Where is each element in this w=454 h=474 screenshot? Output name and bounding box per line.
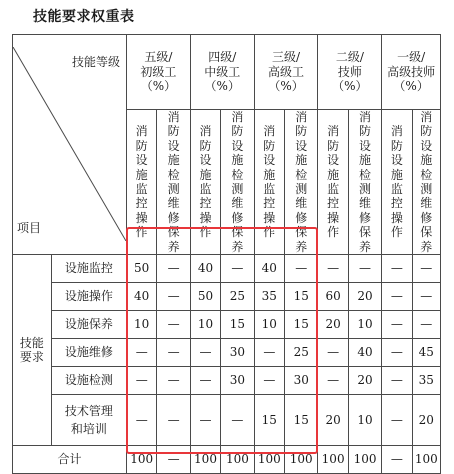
table-cell: 15	[254, 394, 284, 445]
table-cell: 40	[190, 254, 220, 282]
total-cell: 100	[127, 445, 157, 473]
table-cell: 35	[412, 366, 440, 394]
subheader-monitoring-operation: 消防设施监控操作	[254, 110, 284, 255]
subheader-monitoring-operation: 消防设施监控操作	[190, 110, 220, 255]
corner-label-level: 技能等级	[72, 55, 121, 70]
table-cell: —	[221, 394, 254, 445]
table-cell: —	[190, 366, 220, 394]
level-header-1: 一级/ 高级技师 （%）	[382, 35, 441, 110]
table-cell: 45	[412, 338, 440, 366]
total-cell: —	[382, 445, 412, 473]
table-cell: 35	[254, 282, 284, 310]
table-cell: —	[254, 338, 284, 366]
table-cell: —	[157, 310, 190, 338]
table-cell: 30	[284, 366, 317, 394]
table-cell: —	[382, 366, 412, 394]
table-cell: —	[127, 394, 157, 445]
table-cell: 10	[254, 310, 284, 338]
table-cell: 25	[221, 282, 254, 310]
table-cell: —	[284, 254, 317, 282]
table-cell: 20	[348, 366, 381, 394]
table-cell: 50	[190, 282, 220, 310]
row-item-label: 设施维修	[51, 338, 126, 366]
subheader-inspection-maintenance: 消防设施检测维修保养	[284, 110, 317, 255]
table-cell: —	[157, 394, 190, 445]
table-cell: 10	[127, 310, 157, 338]
table-cell: —	[157, 366, 190, 394]
table-cell: 20	[318, 310, 348, 338]
subheader-inspection-maintenance: 消防设施检测维修保养	[412, 110, 440, 255]
total-label: 合计	[13, 445, 127, 473]
table-cell: —	[382, 394, 412, 445]
table-cell: 20	[348, 282, 381, 310]
table-cell: —	[157, 282, 190, 310]
table-cell: 20	[318, 394, 348, 445]
total-cell: 100	[318, 445, 348, 473]
table-cell: —	[348, 254, 381, 282]
table-cell: 15	[221, 310, 254, 338]
subheader-monitoring-operation: 消防设施监控操作	[382, 110, 412, 255]
table-cell: 15	[284, 310, 317, 338]
group-label-skill-requirements: 技能要求	[13, 254, 52, 445]
table-cell: 15	[284, 282, 317, 310]
level-header-5: 五级/ 初级工 （%）	[127, 35, 191, 110]
level-header-3: 三级/ 高级工 （%）	[254, 35, 318, 110]
table-cell: —	[412, 310, 440, 338]
subheader-inspection-maintenance: 消防设施检测维修保养	[348, 110, 381, 255]
table-cell: 60	[318, 282, 348, 310]
total-cell: 100	[348, 445, 381, 473]
subheader-inspection-maintenance: 消防设施检测维修保养	[157, 110, 190, 255]
table-cell: —	[127, 366, 157, 394]
highlight-box	[126, 227, 318, 454]
table-cell: —	[382, 282, 412, 310]
total-cell: 100	[284, 445, 317, 473]
table-cell: 40	[127, 282, 157, 310]
table-cell: 30	[221, 366, 254, 394]
table-cell: —	[318, 338, 348, 366]
subheader-inspection-maintenance: 消防设施检测维修保养	[221, 110, 254, 255]
table-cell: —	[190, 338, 220, 366]
subheader-monitoring-operation: 消防设施监控操作	[318, 110, 348, 255]
corner-label-item: 项目	[17, 221, 42, 236]
table-cell: 40	[254, 254, 284, 282]
table-cell: 20	[412, 394, 440, 445]
row-item-label: 设施操作	[51, 282, 126, 310]
total-cell: 100	[221, 445, 254, 473]
level-header-4: 四级/ 中级工 （%）	[190, 35, 254, 110]
diagonal-line	[13, 47, 126, 241]
table-cell: 15	[284, 394, 317, 445]
row-item-label: 设施监控	[51, 254, 126, 282]
table-cell: —	[382, 310, 412, 338]
header-corner-cell	[13, 35, 127, 255]
table-cell: —	[157, 254, 190, 282]
total-cell: 100	[190, 445, 220, 473]
table-cell: —	[221, 254, 254, 282]
table-cell: —	[382, 338, 412, 366]
total-cell: 100	[412, 445, 440, 473]
row-item-label: 技术管理 和培训	[51, 394, 126, 445]
table-cell: —	[127, 338, 157, 366]
table-cell: —	[157, 338, 190, 366]
total-cell: —	[157, 445, 190, 473]
table-cell: —	[318, 366, 348, 394]
table-cell: —	[254, 366, 284, 394]
table-cell: 10	[348, 394, 381, 445]
subheader-monitoring-operation: 消防设施监控操作	[127, 110, 157, 255]
table-cell: —	[382, 254, 412, 282]
row-item-label: 设施保养	[51, 310, 126, 338]
table-cell: —	[412, 282, 440, 310]
table-cell: 10	[348, 310, 381, 338]
table-cell: 30	[221, 338, 254, 366]
table-cell: 10	[190, 310, 220, 338]
total-cell: 100	[254, 445, 284, 473]
table-cell: —	[412, 254, 440, 282]
table-cell: —	[190, 394, 220, 445]
page-title: 技能要求权重表	[33, 9, 135, 25]
table-cell: 50	[127, 254, 157, 282]
table-cell: 25	[284, 338, 317, 366]
level-header-2: 二级/ 技师 （%）	[318, 35, 382, 110]
table-cell: 40	[348, 338, 381, 366]
row-item-label: 设施检测	[51, 366, 126, 394]
table-cell: —	[318, 254, 348, 282]
